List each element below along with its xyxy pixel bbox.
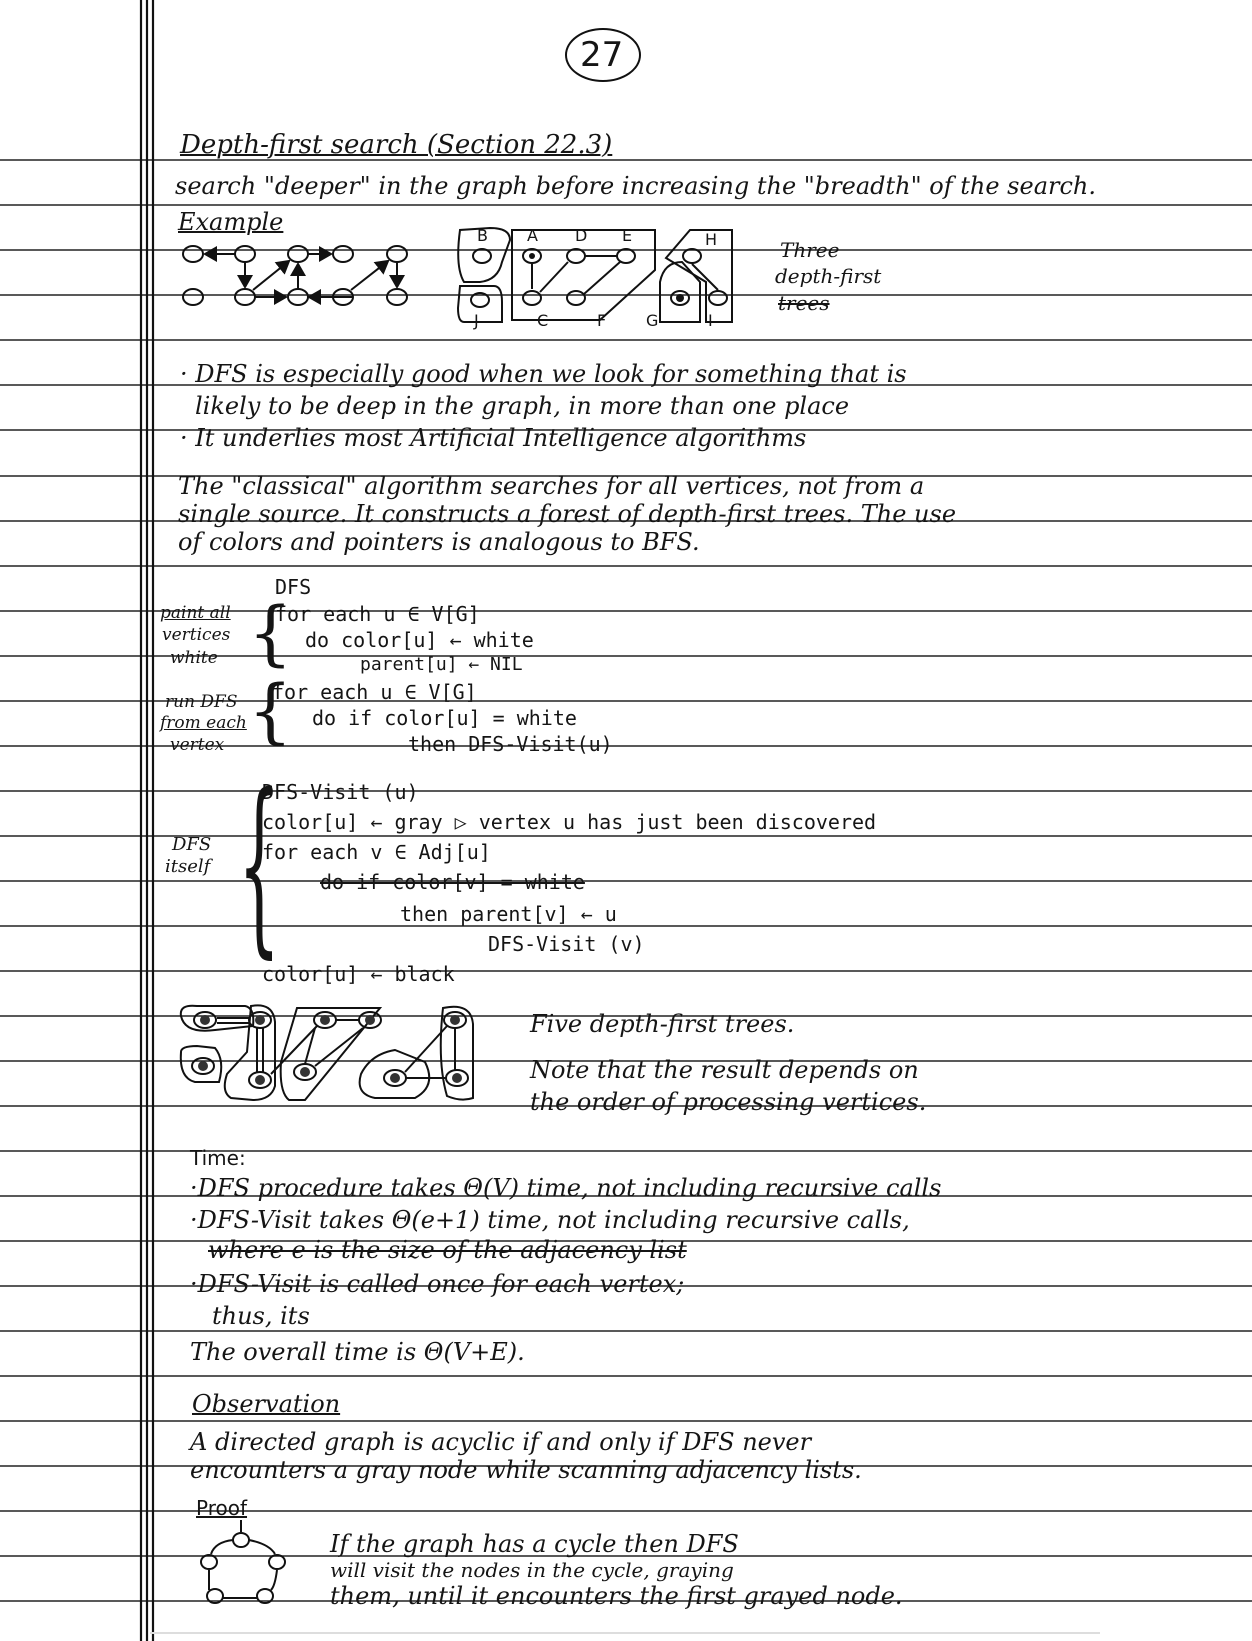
classical-1: The "classical" algorithm searches for all vertices, not from a [178, 472, 925, 500]
classical-3: of colors and pointers is analogous to BFS. [178, 528, 700, 556]
bullet-1: · DFS is especially good when we look for something that is [180, 360, 907, 388]
proof-cycle-graph [195, 1520, 295, 1606]
dfs-visit-line2: color[u] ← gray ▷ vertex u has just been discovered [262, 810, 877, 834]
time-line-1: ·DFS procedure takes Θ(V) time, not including recursive calls [190, 1174, 942, 1202]
dfs-visit-note-2: itself [165, 856, 211, 877]
bullet-1-cont: likely to be deep in the graph, in more than one place [195, 392, 850, 420]
dfs-visit-note-1: DFS [172, 834, 212, 855]
dfs-line5: do if color[u] = white [312, 706, 577, 730]
vertex-label-j: J [474, 311, 479, 330]
vertex-label-h: H [705, 230, 718, 249]
dfs-visit-line4: do if color[v] = white [320, 870, 585, 894]
page-number: 27 [580, 35, 624, 75]
proof-line-3: them, until it encounters the first grayed node. [330, 1582, 903, 1610]
five-trees-1: Five depth-first trees. [530, 1010, 795, 1038]
brace-3: { [238, 754, 281, 975]
vertex-label-f: F [597, 311, 607, 330]
observation-line-1: A directed graph is acyclic if and only if DFS never [190, 1428, 812, 1456]
example-caption-1: Three [780, 238, 840, 262]
dfs-note1-line2: vertices [162, 625, 231, 645]
dfs-line1: for each u ∈ V[G] [275, 602, 480, 626]
example-graph-original [175, 232, 435, 312]
vertex-label-d: D [575, 226, 588, 245]
time-line-6: The overall time is Θ(V+E). [190, 1338, 525, 1366]
vertex-label-e: E [622, 226, 633, 245]
dfs-visit-line1: DFS-Visit (u) [262, 780, 419, 804]
five-trees-2: Note that the result depends on [530, 1056, 919, 1084]
vertex-label-a: A [527, 226, 538, 245]
time-heading: Time: [190, 1146, 246, 1170]
time-line-2: ·DFS-Visit takes Θ(e+1) time, not including recursive calls, [190, 1206, 910, 1234]
five-trees-3: the order of processing vertices. [530, 1088, 927, 1116]
proof-line-2: will visit the nodes in the cycle, graying [330, 1558, 734, 1582]
dfs-note2-line2: from each [160, 713, 247, 733]
vertex-label-c: C [537, 311, 549, 330]
proof-heading: Proof [196, 1496, 248, 1520]
proof-line-1: If the graph has a cycle then DFS [330, 1530, 739, 1558]
vertex-label-g: G [646, 311, 659, 330]
brace-2: { [248, 670, 293, 752]
example-label: Example [178, 208, 284, 236]
time-line-5: thus, its [212, 1302, 310, 1330]
dfs-line4: for each u ∈ V[G] [272, 680, 477, 704]
classical-2: single source. It constructs a forest of depth-first trees. The use [178, 500, 957, 528]
dfs-line6: then DFS-Visit(u) [408, 732, 613, 756]
brace-1: { [248, 592, 293, 674]
five-trees-graph [175, 1002, 495, 1106]
dfs-line2: do color[u] ← white [305, 628, 534, 652]
observation-line-2: encounters a gray node while scanning adjacency lists. [190, 1456, 862, 1484]
observation-heading: Observation [192, 1390, 341, 1418]
dfs-note1-line3: white [170, 648, 218, 668]
vertex-label-i: I [708, 311, 713, 330]
dfs-note2-line3: vertex [170, 735, 225, 755]
dfs-note2-line1: run DFS [165, 692, 238, 712]
vertex-label-b: B [477, 226, 488, 245]
dfs-line3: parent[u] ← NIL [360, 654, 523, 675]
intro-line: search "deeper" in the graph before increasing the "breadth" of the search. [175, 172, 1097, 200]
dfs-name: DFS [275, 575, 312, 599]
example-caption-3: trees [778, 291, 830, 315]
dfs-visit-line3: for each v ∈ Adj[u] [262, 840, 491, 864]
page-title: Depth-first search (Section 22.3) [180, 130, 613, 160]
bullet-2: · It underlies most Artificial Intelligence algorithms [180, 424, 807, 452]
dfs-note1-line1: paint all [160, 603, 231, 623]
dfs-visit-line7: color[u] ← black [262, 962, 455, 986]
dfs-visit-line6: DFS-Visit (v) [488, 932, 645, 956]
example-caption-2: depth-first [775, 264, 882, 288]
time-line-4: ·DFS-Visit is called once for each vertex; [190, 1270, 685, 1298]
time-line-3: where e is the size of the adjacency list [208, 1236, 687, 1264]
dfs-visit-line5: then parent[v] ← u [400, 902, 617, 926]
example-graph-forest [450, 222, 740, 330]
